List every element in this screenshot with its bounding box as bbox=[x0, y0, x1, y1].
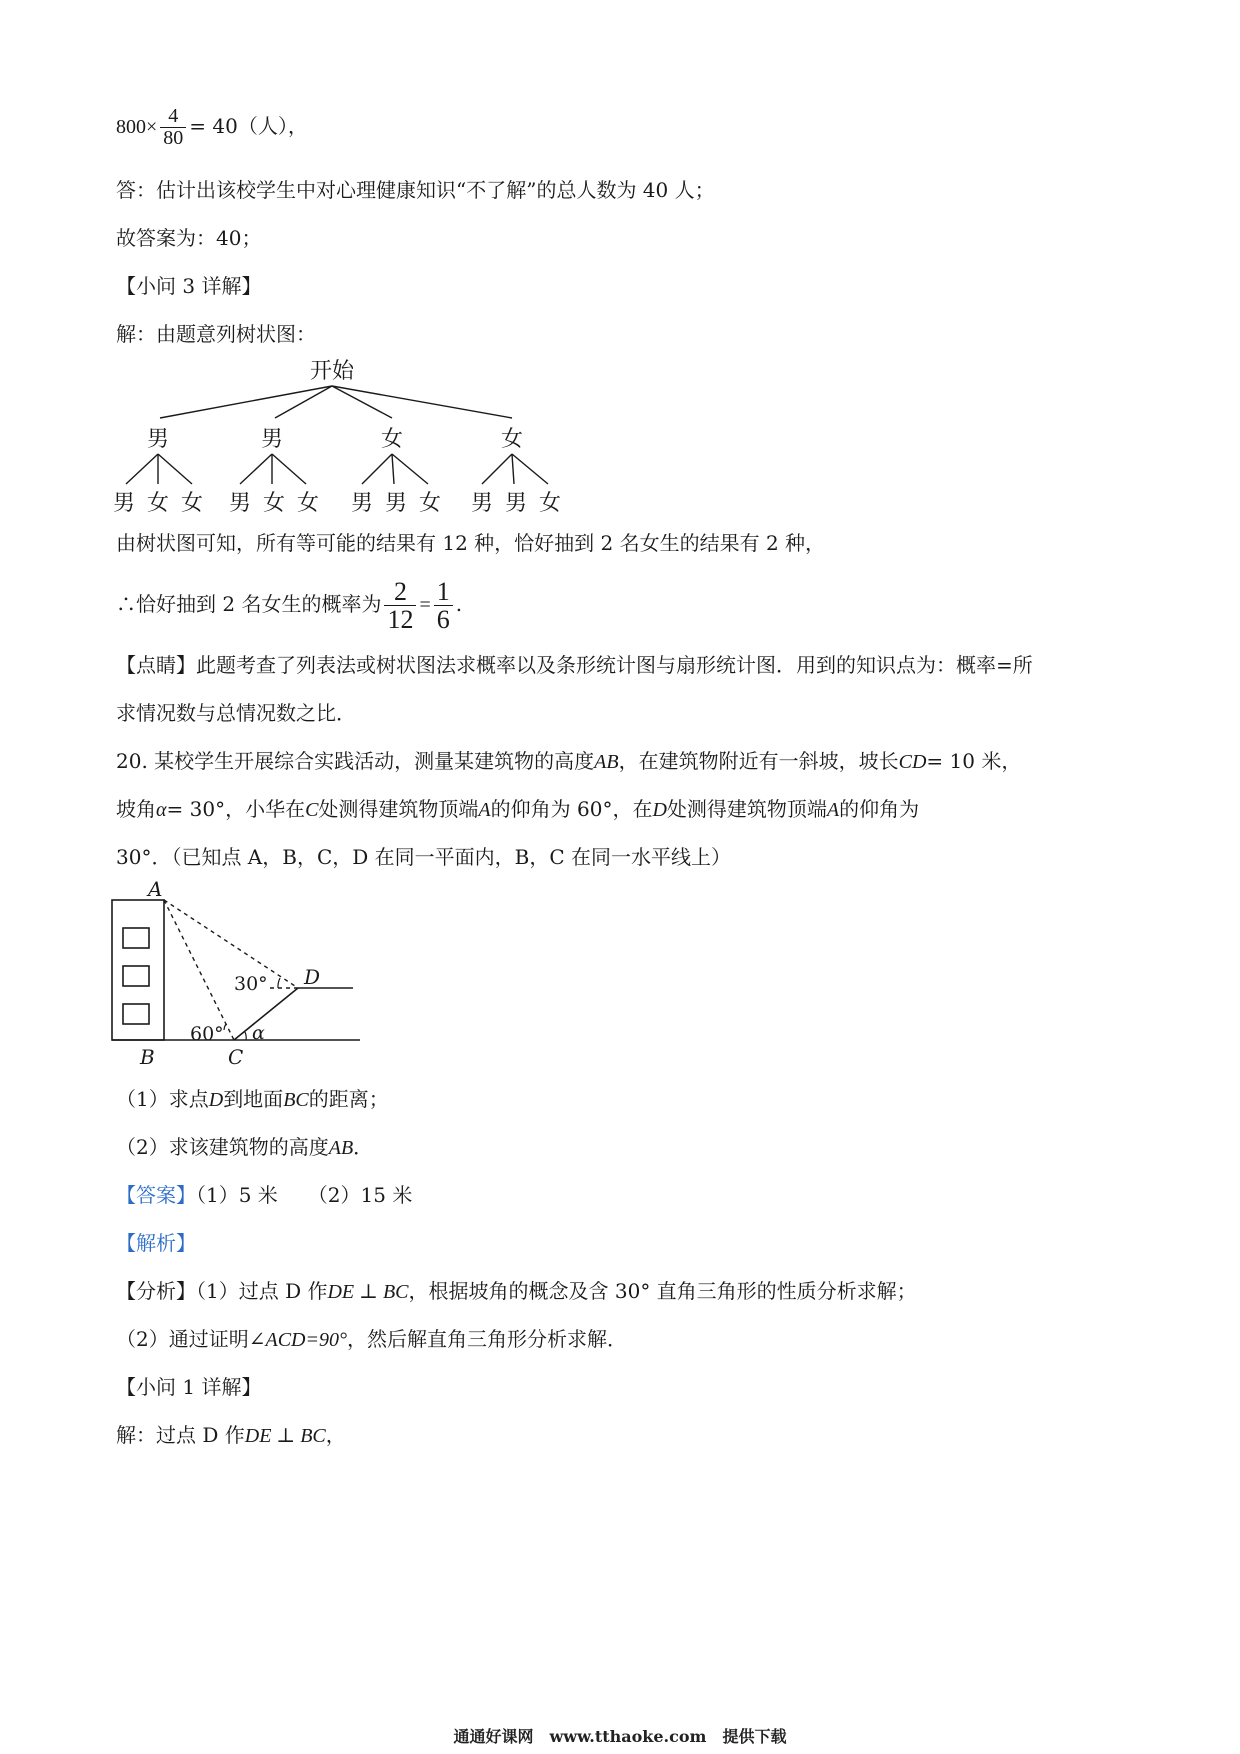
problem-20-line-3: 30°．（已知点 A，B，C，D 在同一平面内，B，C 在同一水平线上） bbox=[116, 845, 731, 869]
tree-leaf: 女 bbox=[180, 491, 204, 516]
sightline-ac bbox=[164, 900, 234, 1040]
subquestion-1-heading: 【小问 1 详解】 bbox=[116, 1375, 262, 1399]
tree-node: 男 bbox=[260, 427, 284, 452]
tree-leaf: 女 bbox=[296, 491, 320, 516]
problem-20-line-1: 20. 某校学生开展综合实践活动，测量某建筑物的高度AB，在建筑物附近有一斜坡，坡长CD= 10 米， bbox=[116, 749, 1022, 773]
tree-node: 女 bbox=[380, 427, 404, 452]
label-a: A bbox=[148, 878, 163, 901]
tree-leaf: 女 bbox=[146, 491, 170, 516]
tree-leaf: 男 bbox=[228, 491, 252, 516]
tree-leaf: 男 bbox=[504, 491, 528, 516]
tree-leaf: 女 bbox=[262, 491, 286, 516]
subquestion-3-heading: 【小问 3 详解】 bbox=[116, 274, 262, 298]
tree-leaf: 女 bbox=[418, 491, 442, 516]
angle-alpha-arc bbox=[245, 1032, 246, 1040]
tree-diagram bbox=[100, 350, 580, 525]
tree-root: 开始 bbox=[309, 359, 355, 384]
tree-leaf: 女 bbox=[538, 491, 562, 516]
analysis-line-2: （2）通过证明∠ACD=90°，然后解直角三角形分析求解． bbox=[116, 1327, 627, 1351]
tree-node: 男 bbox=[146, 427, 170, 452]
fraction: $\frac{2}{12}$ bbox=[384, 578, 416, 634]
slope-cd bbox=[234, 988, 298, 1040]
probability-line: ∴恰好抽到 2 名女生的概率为 $\frac{2}{12}$ = $\frac{1}{6}$ . bbox=[116, 576, 463, 634]
fraction: $\frac{1}{6}$ bbox=[434, 578, 453, 634]
question-2: （2）求该建筑物的高度AB． bbox=[116, 1135, 374, 1159]
label-c: C bbox=[228, 1045, 244, 1068]
analysis-line-1: 【分析】（1）过点 D 作DE ⊥ BC，根据坡角的概念及含 30° 直角三角形的性质分析求解； bbox=[116, 1279, 917, 1303]
label-b: B bbox=[140, 1045, 155, 1068]
angle-60-arc bbox=[224, 1024, 226, 1030]
comment-line-cont: 求情况数与总情况数之比． bbox=[116, 701, 356, 725]
window bbox=[123, 1004, 149, 1024]
tree-leaf: 男 bbox=[384, 491, 408, 516]
window bbox=[123, 966, 149, 986]
fraction: $\frac{4}{80}$ bbox=[160, 106, 186, 149]
label-alpha: α bbox=[252, 1022, 265, 1044]
solution-intro: 解：由题意列树状图： bbox=[116, 322, 316, 346]
label-angle-30: 30° bbox=[234, 973, 268, 995]
tree-conclusion: 由树状图可知，所有等可能的结果有 12 种，恰好抽到 2 名女生的结果有 2 种， bbox=[116, 531, 826, 555]
solution-line: 解：过点 D 作DE ⊥ BC， bbox=[116, 1423, 346, 1447]
answer-section: 【答案】（1）5 米 （2）15 米 bbox=[116, 1183, 413, 1207]
analysis-tag: 【解析】 bbox=[116, 1231, 196, 1255]
sightline-ad bbox=[164, 900, 298, 988]
window bbox=[123, 928, 149, 948]
tree-leaf: 男 bbox=[470, 491, 494, 516]
calc-line: 800× $\frac{4}{80}$ = 40（人）， bbox=[116, 105, 308, 149]
answer-line: 答：估计出该校学生中对心理健康知识“不了解”的总人数为 40 人； bbox=[116, 178, 715, 202]
tree-leaf: 男 bbox=[112, 491, 136, 516]
answer-conclusion: 故答案为：40； bbox=[116, 226, 262, 250]
angle-30-arc bbox=[278, 978, 280, 988]
comment-line: 【点睛】此题考查了列表法或树状图法求概率以及条形统计图与扇形统计图．用到的知识点为：概率=所 bbox=[116, 653, 1033, 677]
label-angle-60: 60° bbox=[190, 1023, 224, 1045]
answer-tag: 【答案】 bbox=[116, 1183, 196, 1207]
question-1: （1）求点D到地面BC的距离； bbox=[116, 1087, 389, 1111]
problem-20-line-2: 坡角α= 30°，小华在C处测得建筑物顶端A的仰角为 60°，在D处测得建筑物顶端A的仰角为 bbox=[116, 797, 920, 821]
geometry-figure bbox=[108, 878, 388, 1068]
tree-leaf: 男 bbox=[350, 491, 374, 516]
tree-node: 女 bbox=[500, 427, 524, 452]
building bbox=[112, 900, 164, 1040]
label-d: D bbox=[304, 965, 321, 989]
page-footer: 通通好课网 www.tthaoke.com 提供下载 bbox=[453, 1727, 787, 1746]
